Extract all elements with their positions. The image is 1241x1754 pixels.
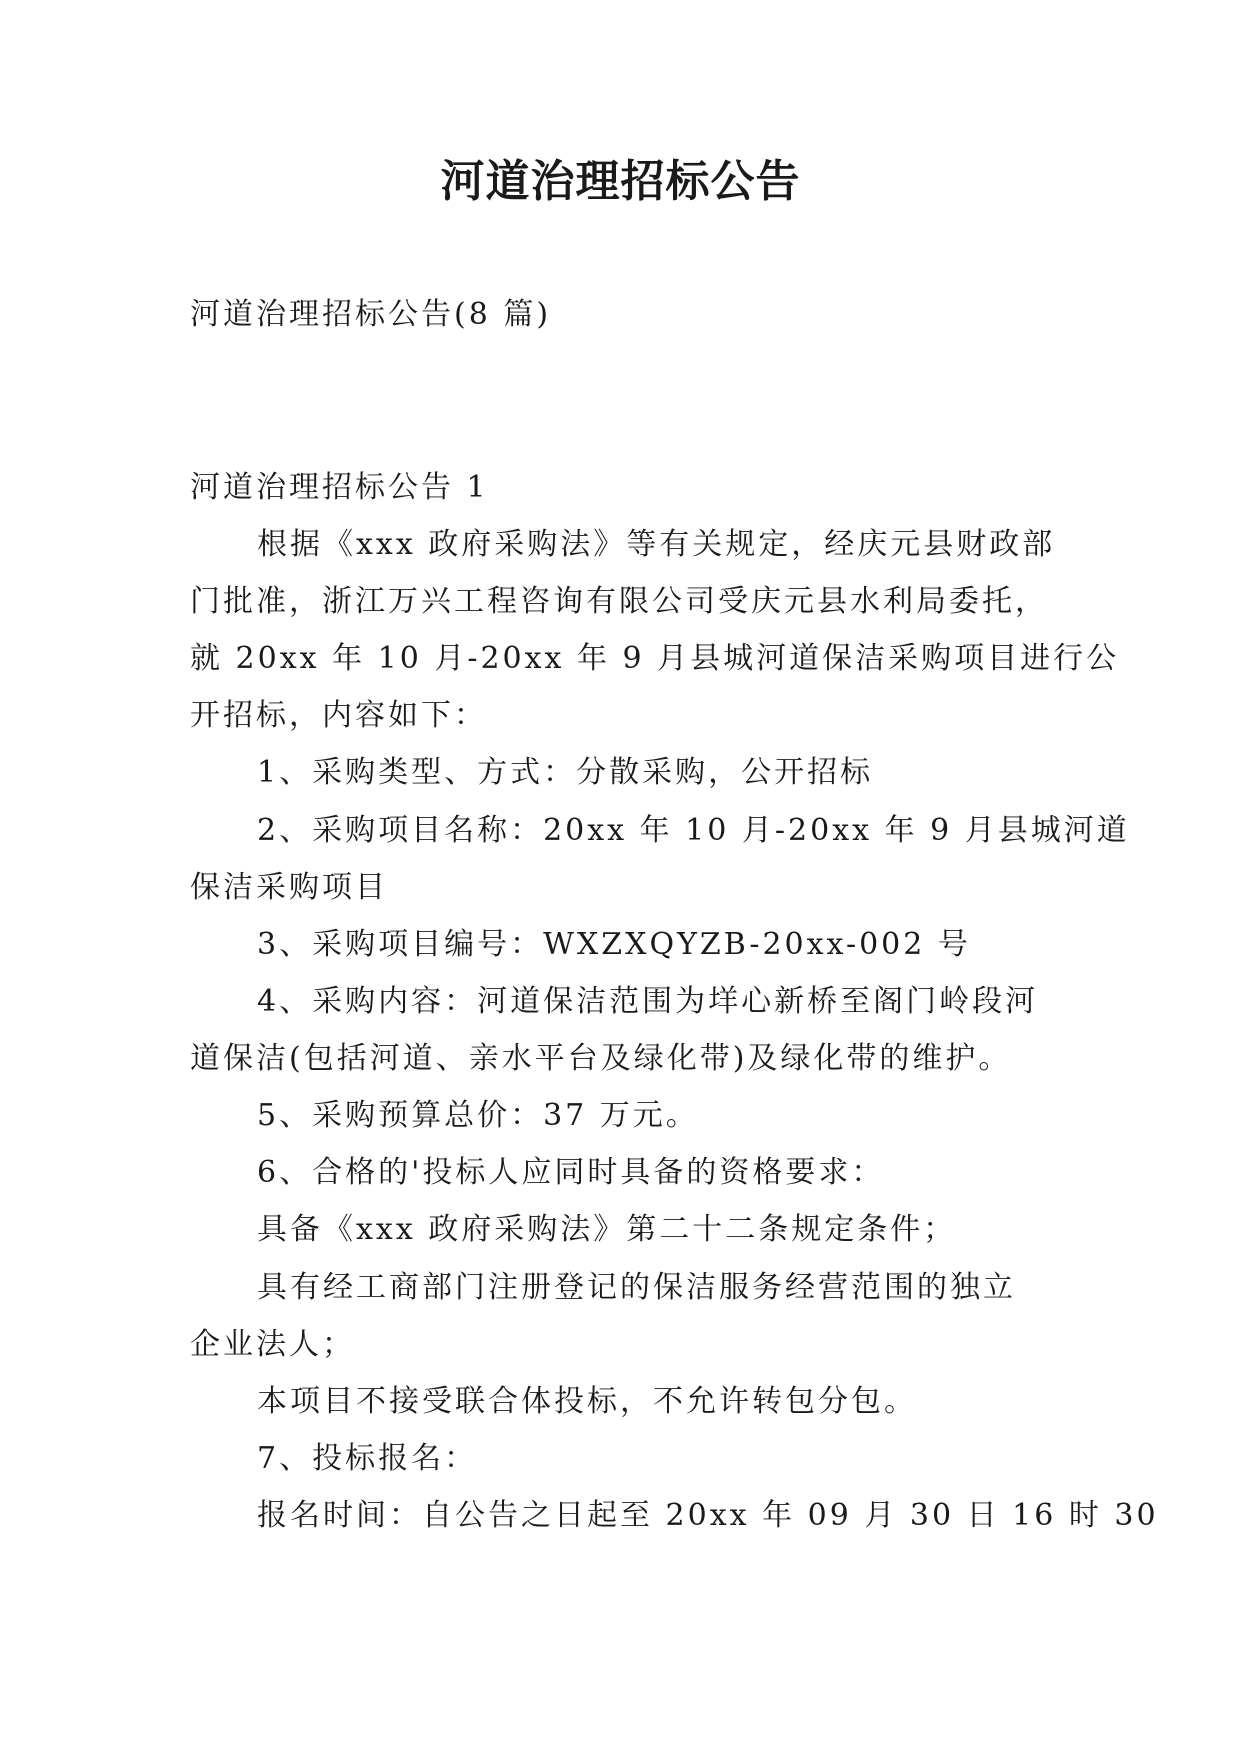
list-item-4-continued: 道保洁(包括河道、亲水平台及绿化带)及绿化带的维护。	[190, 1041, 1012, 1076]
list-item-5: 5、采购预算总价：37 万元。	[257, 1098, 699, 1133]
list-item-2: 2、采购项目名称：20xx 年 10 月-20xx 年 9 月县城河道	[257, 813, 1130, 848]
requirement-line: 本项目不接受联合体投标，不允许转包分包。	[257, 1384, 917, 1419]
section-heading: 河道治理招标公告 1	[190, 470, 489, 505]
list-item-4: 4、采购内容：河道保洁范围为垟心新桥至阁门岭段河	[257, 984, 1039, 1019]
requirement-line: 企业法人；	[190, 1327, 355, 1362]
document-subtitle: 河道治理招标公告(8 篇)	[190, 297, 552, 332]
paragraph-line: 门批准，浙江万兴工程咨询有限公司受庆元县水利局委托，	[190, 584, 1048, 619]
paragraph-line: 开招标，内容如下：	[190, 698, 487, 733]
list-item-1: 1、采购类型、方式：分散采购，公开招标	[257, 755, 874, 790]
registration-time: 报名时间：自公告之日起至 20xx 年 09 月 30 日 16 时 30	[257, 1498, 1159, 1533]
list-item-2-continued: 保洁采购项目	[190, 870, 388, 905]
document-title: 河道治理招标公告	[440, 156, 801, 207]
requirement-line: 具备《xxx 政府采购法》第二十二条规定条件；	[257, 1212, 957, 1247]
paragraph-line: 就 20xx 年 10 月-20xx 年 9 月县城河道保洁采购项目进行公	[190, 641, 1120, 676]
list-item-7: 7、投标报名：	[257, 1441, 478, 1476]
paragraph-line: 根据《xxx 政府采购法》等有关规定，经庆元县财政部	[257, 527, 1056, 562]
requirement-line: 具有经工商部门注册登记的保洁服务经营范围的独立	[257, 1270, 1016, 1305]
list-item-6: 6、合格的'投标人应同时具备的资格要求：	[257, 1155, 885, 1190]
list-item-3: 3、采购项目编号：WXZXQYZB-20xx-002 号	[257, 927, 971, 962]
